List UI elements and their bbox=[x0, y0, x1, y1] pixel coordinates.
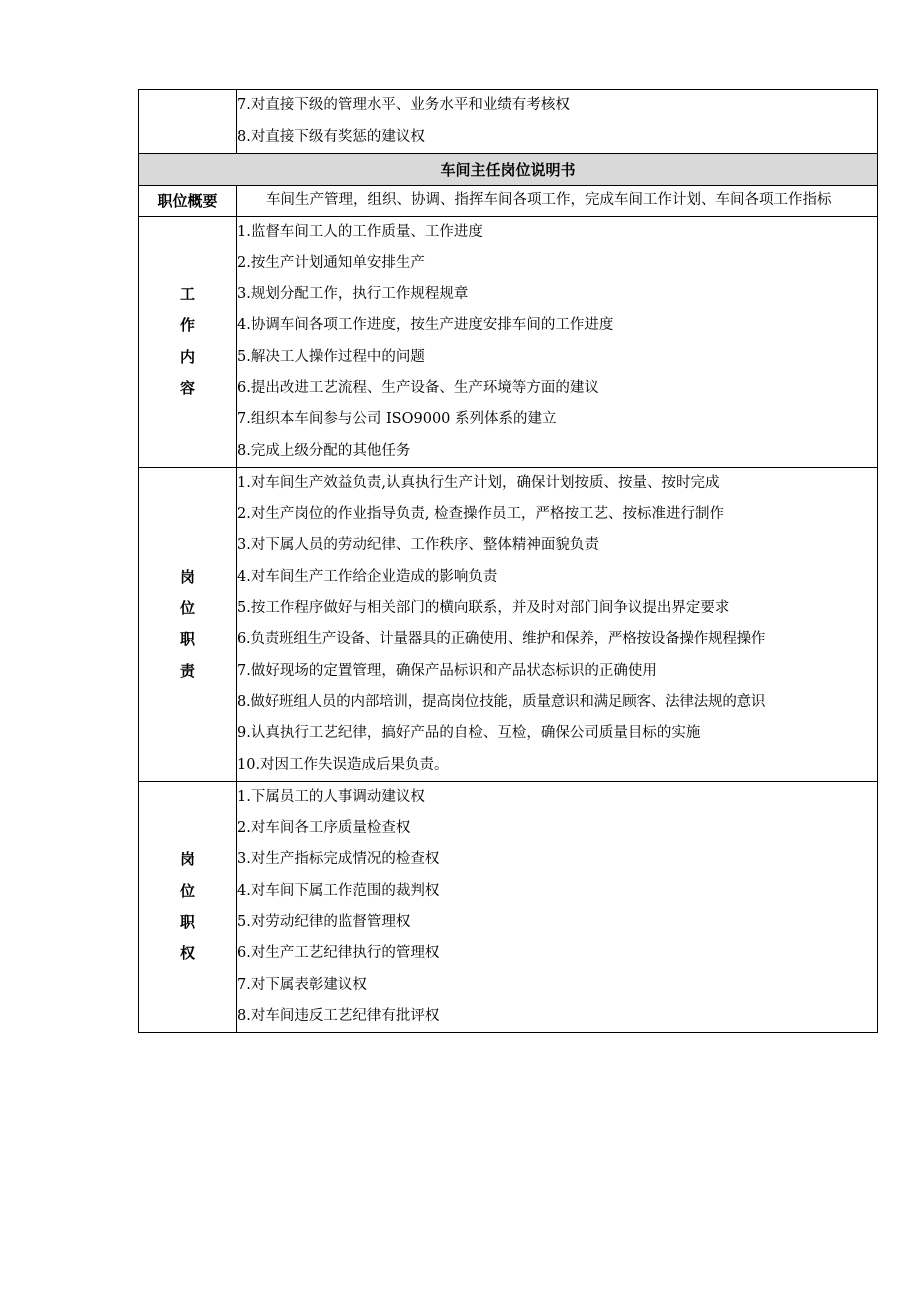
list-item: 3.对生产指标完成情况的检查权 bbox=[237, 851, 440, 868]
label-char: 职 bbox=[179, 630, 195, 649]
list-item: 1.对车间生产效益负责,认真执行生产计划，确保计划按质、按量、按时完成 bbox=[237, 474, 720, 491]
summary-text: 车间生产管理，组织、协调、指挥车间各项工作，完成车间工作计划、车间各项工作指标 bbox=[237, 186, 878, 217]
list-item: 2.对生产岗位的作业指导负责, 检查操作员工，严格按工艺、按标准进行制作 bbox=[237, 506, 725, 523]
list-item: 8.做好班组人员的内部培训，提高岗位技能，质量意识和满足顾客、法律法规的意识 bbox=[237, 693, 766, 710]
authority-items bbox=[237, 781, 878, 1032]
list-item: 4.对车间下属工作范围的裁判权 bbox=[237, 882, 440, 899]
label-char: 工 bbox=[179, 285, 195, 304]
section-title: 车间主任岗位说明书 bbox=[139, 154, 878, 186]
list-item: 5.按工作程序做好与相关部门的横向联系，并及时对部门间争议提出界定要求 bbox=[237, 600, 730, 617]
list-item: 8.对车间违反工艺纪律有批评权 bbox=[237, 1007, 440, 1024]
label-char: 岗 bbox=[179, 567, 195, 586]
summary-label: 职位概要 bbox=[139, 186, 237, 217]
label-char: 位 bbox=[179, 881, 195, 900]
label-char: 权 bbox=[179, 944, 195, 963]
list-item: 1.下属员工的人事调动建议权 bbox=[237, 788, 425, 805]
list-item: 2.按生产计划通知单安排生产 bbox=[237, 254, 425, 271]
list-item: 6.提出改进工艺流程、生产设备、生产环境等方面的建议 bbox=[237, 379, 599, 396]
label-char: 位 bbox=[179, 599, 195, 618]
list-item: 3.对下属人员的劳动纪律、工作秩序、整体精神面貌负责 bbox=[237, 537, 599, 554]
label-char: 责 bbox=[179, 661, 195, 680]
label-char: 岗 bbox=[179, 850, 195, 869]
list-item: 3.规划分配工作，执行工作规程规章 bbox=[237, 286, 469, 303]
list-item: 4.协调车间各项工作进度，按生产进度安排车间的工作进度 bbox=[237, 317, 614, 334]
list-item: 2.对车间各工序质量检查权 bbox=[237, 820, 411, 837]
label-char: 职 bbox=[179, 913, 195, 932]
list-item: 5.对劳动纪律的监督管理权 bbox=[237, 914, 411, 931]
job-description-sheet bbox=[138, 89, 877, 1033]
list-item: 9.认真执行工艺纪律，搞好产品的自检、互检，确保公司质量目标的实施 bbox=[237, 725, 701, 742]
summary-row bbox=[139, 186, 878, 217]
continued-label-cell bbox=[139, 90, 237, 154]
work-content-label bbox=[139, 216, 237, 467]
responsibilities-items bbox=[237, 467, 878, 781]
list-item: 8.完成上级分配的其他任务 bbox=[237, 442, 411, 459]
list-item: 10.对因工作失误造成后果负责。 bbox=[237, 756, 449, 773]
list-item: 7.对下属表彰建议权 bbox=[237, 976, 367, 993]
job-description-table bbox=[138, 89, 878, 1033]
list-item: 1.监督车间工人的工作质量、工作进度 bbox=[237, 223, 483, 240]
label-char: 作 bbox=[179, 316, 195, 335]
list-item: 7.组织本车间参与公司 ISO9000 系列体系的建立 bbox=[237, 411, 557, 428]
responsibilities-row bbox=[139, 467, 878, 781]
list-item: 4.对车间生产工作给企业造成的影响负责 bbox=[237, 568, 498, 585]
list-item: 7.对直接下级的管理水平、业务水平和业绩有考核权 bbox=[237, 97, 570, 113]
continued-authority-row bbox=[139, 90, 878, 154]
list-item: 5.解决工人操作过程中的问题 bbox=[237, 348, 425, 365]
responsibilities-label bbox=[139, 467, 237, 781]
label-char: 容 bbox=[179, 378, 195, 397]
list-item: 8.对直接下级有奖惩的建议权 bbox=[237, 128, 425, 145]
authority-label bbox=[139, 781, 237, 1032]
continued-items-cell bbox=[237, 90, 878, 154]
section-header-row bbox=[139, 154, 878, 186]
list-item: 7.做好现场的定置管理，确保产品标识和产品状态标识的正确使用 bbox=[237, 662, 657, 679]
work-content-row bbox=[139, 216, 878, 467]
list-item: 6.负责班组生产设备、计量器具的正确使用、维护和保养，严格按设备操作规程操作 bbox=[237, 631, 766, 648]
label-char: 内 bbox=[179, 347, 195, 366]
authority-row bbox=[139, 781, 878, 1032]
list-item: 6.对生产工艺纪律执行的管理权 bbox=[237, 945, 440, 962]
work-content-items bbox=[237, 216, 878, 467]
